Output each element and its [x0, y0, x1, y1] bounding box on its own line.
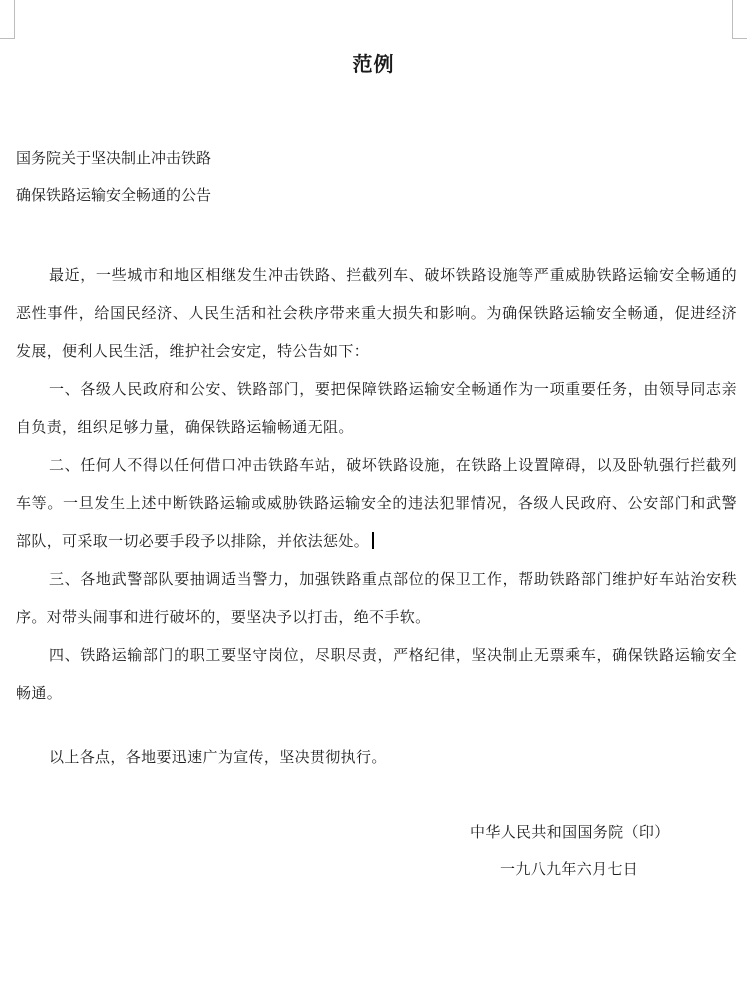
crop-mark-top-right: [732, 0, 747, 39]
closing-statement: 以上各点，各地要迅速广为宣传，坚决贯彻执行。: [49, 748, 387, 766]
paragraph-item-2-text: 二、任何人不得以任何借口冲击铁路车站，破坏铁路设施，在铁路上设置障碍，以及卧轨强行拦截列车等。一旦发生上述中断铁路运输或威胁铁路运输安全的违法犯罪情况，各级人民政府、公安部门和武警部队，可采取一切必要手段予以排除，并依法惩处。: [16, 456, 737, 550]
crop-mark-top-left: [0, 0, 15, 39]
page-heading: 范例: [352, 52, 395, 76]
document-body[interactable]: [16, 256, 737, 712]
paragraph-item-2: [16, 446, 737, 560]
paragraph-item-1: 一、各级人民政府和公安、铁路部门，要把保障铁路运输安全畅通作为一项重要任务，由领导同志亲自负责，组织足够力量，确保铁路运输畅通无阻。: [16, 380, 737, 436]
issue-date: 一九八九年六月七日: [500, 860, 639, 878]
document-title-line-2: 确保铁路运输安全畅通的公告: [16, 186, 212, 204]
issuer-signature: 中华人民共和国国务院（印）: [470, 823, 670, 841]
text-cursor: [372, 532, 374, 549]
paragraph-item-4: 四、铁路运输部门的职工要坚守岗位，尽职尽责，严格纪律，坚决制止无票乘车，确保铁路运输安全畅通。: [16, 646, 737, 702]
paragraph-intro: 最近，一些城市和地区相继发生冲击铁路、拦截列车、破坏铁路设施等严重威胁铁路运输安全畅通的恶性事件，给国民经济、人民生活和社会秩序带来重大损失和影响。为确保铁路运输安全畅通，促进经济发展，便利人民生活，维护社会安定，特公告如下：: [16, 266, 737, 360]
document-title-line-1: 国务院关于坚决制止冲击铁路: [16, 149, 212, 167]
paragraph-item-3: 三、各地武警部队要抽调适当警力，加强铁路重点部位的保卫工作，帮助铁路部门维护好车站治安秩序。对带头闹事和进行破坏的，要坚决予以打击，绝不手软。: [16, 570, 737, 626]
